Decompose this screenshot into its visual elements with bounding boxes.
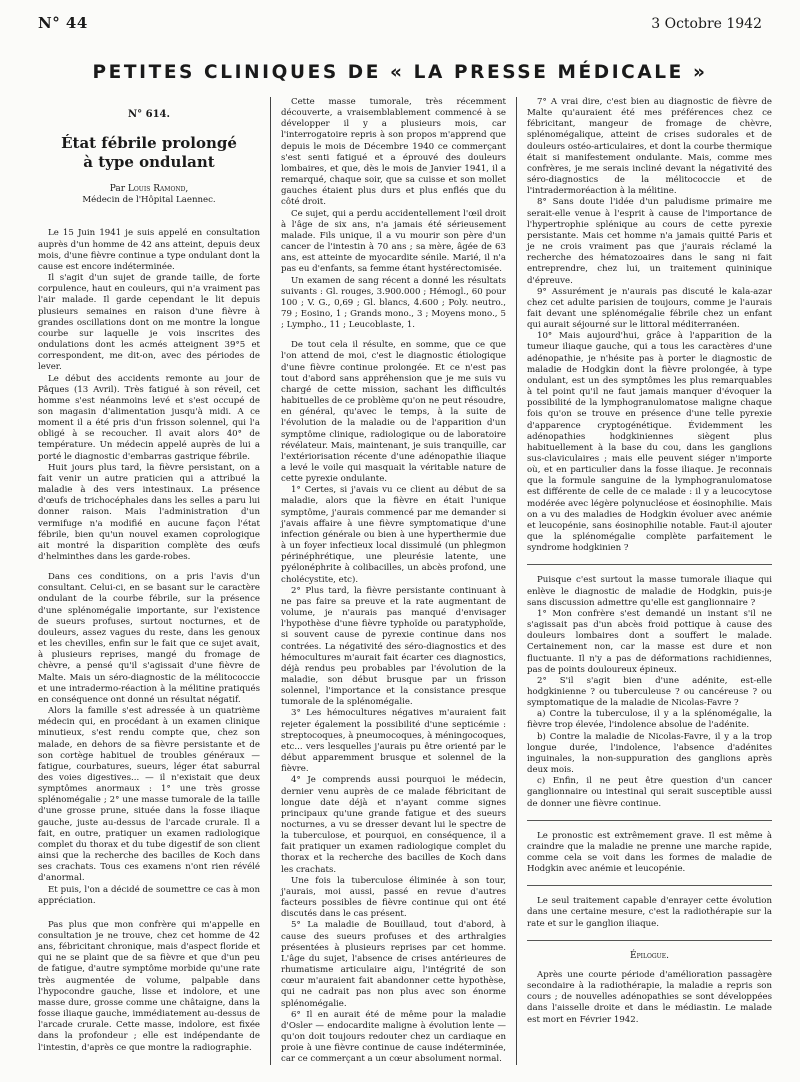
paragraph: Ce sujet, qui a perdu accidentellement l'œil droit à l'âge de six ans, n'a jamais été sérieusement malade. Fils unique, il a vu mourir son père d'un cancer de l'intestin à 70 ans ; sa mère, âgée de 63 ans, est atteinte de myocardite sénile. Marié, il n'a pas eu d'enfants, sa femme étant hystérectomisée.	[281, 208, 506, 275]
section-divider	[527, 885, 772, 886]
prognosis-paragraph: Le pronostic est extrêmement grave. Il est même à craindre que la maladie ne prenne une marche rapide, comme cela se voit dans les formes de maladie de Hodgkin avec anémie et leucopénie.	[527, 830, 772, 875]
treatment-paragraph: Le seul traitement capable d'enrayer cette évolution dans une certaine mesure, c'est la radiothérapie sur la rate et sur le ganglion iliaque.	[527, 896, 772, 929]
byline	[38, 184, 260, 195]
section-divider	[527, 940, 772, 941]
article-title-line-2: à type ondulant	[83, 153, 215, 172]
column-1	[38, 97, 271, 1065]
paragraph: 1° Certes, si j'avais vu ce client au début de sa maladie, alors que la fièvre en était l'unique symptôme, j'aurais commencé par me demander si j'avais affaire à une fièvre symptomatique d'une infection générale ou bien à une hyperthermie due à un foyer infectieux local dissimulé (un phlegmon périnéphrétique, une pleurésie latente, une pyélonéphrite à colibacilles, un abcès profond, une cholécystite, etc).	[281, 485, 506, 585]
epilogue-paragraph: Après une courte période d'amélioration passagère secondaire à la radiothérapie, la maladie a repris son cours ; de nouvelles adénopathies se sont développées dans l'aisselle droite et dans le médiastin. Le malade est mort en Février 1942.	[527, 969, 772, 1025]
paragraph: a) Contre la tuberculose, il y a la splénomégalie, la fièvre trop élevée, l'indolence absolue de l'adénite.	[527, 709, 772, 731]
paragraph: Dans ces conditions, on a pris l'avis d'un consultant. Celui-ci, en se basant sur le caractère ondulant de la courbe fébrile, sur la présence d'une splénomégalie importante, sur l'existence de sueurs profuses, surtout nocturnes, et de douleurs, assez vagues du reste, dans les genoux et les chevilles, enfin sur le fait que ce sujet avait, à plusieurs reprises, mangé du fromage de chèvre, a pensé qu'il s'agissait d'une fièvre de Malte. Mais un séro-diagnostic de la mélitococcie et une intradermo-réaction à la mélitine pratiqués en conséquence ont donné un résultat négatif.	[38, 572, 260, 705]
byline-prefix: Par	[109, 184, 126, 195]
paragraph: 3° Les hémocultures négatives m'auraient fait rejeter également la possibilité d'une septicémie : streptocoques, à pneumocoques, à méningocoques, etc... vers lesquelles j'aurais pu être orienté par le début apparemment brusque et solennel de la fièvre.	[281, 708, 506, 775]
author-name: Louis Ramond,	[127, 184, 189, 195]
paragraph: Il s'agit d'un sujet de grande taille, de forte corpulence, haut en couleurs, qui n'a vraiment pas l'air malade. Il garde cependant le lit depuis plusieurs semaines en raison d'une fièvre à grandes oscillations dont on me montre la longue courbe sur laquelle je vois inscrites des ondulations dont les acmés atteignent 39°5 et correspondent, me dit-on, avec des périodes de lever.	[38, 273, 260, 373]
paragraph: Un examen de sang récent a donné les résultats suivants : Gl. rouges, 3.900.000 ; Hémogl., 60 pour 100 ; V. G., 0,69 ; Gl. blancs, 4.600 ; Poly. neutro., 79 ; Eosino, 1 ; Grands mono., 3 ; Moyens mono., 5 ; Lympho., 11 ; Leucoblaste, 1.	[281, 275, 506, 331]
paragraph: Alors la famille s'est adressée à un quatrième médecin qui, en procédant à un examen clinique minutieux, s'est rendu compte que, chez son malade, en dehors de sa fièvre persistante et de son cortège habituel de troubles généraux — fatigue, courbatures, sueurs, léger état saburral des voies digestives... — il n'existait que deux symptômes anormaux : 1° une très grosse splénomégalie ; 2° une masse tumorale de la taille d'une grosse prune, située dans la fosse iliaque gauche, juste au-dessus de l'arcade crurale. Il a fait, en outre, pratiquer un examen radiologique complet du thorax et du tube digestif de son client ainsi que la recherche des bacilles de Koch dans ses crachats. Tous ces examens n'ont rien révélé d'anormal.	[38, 706, 260, 884]
section-banner: PETITES CLINIQUES DE « LA PRESSE MÉDICALE »	[92, 62, 708, 83]
article-title	[38, 134, 260, 172]
paragraph: 10° Mais aujourd'hui, grâce à l'apparition de la tumeur iliaque gauche, qui a tous les caractères d'une adénopathie, je n'hésite pas à porter le diagnostic de maladie de Hodgkin dont la fièvre prolongée, à type ondulant, est un des symptômes les plus remarquables à tel point qu'il ne faut jamais manquer d'évoquer la possibilité de la lymphogranulomatose maligne chaque fois qu'on se trouve en présence d'une telle pyrexie d'apparence cryptogénétique. Évidemment les adénopathies hodgkiniennes siègent plus habituellement à la base du cou, dans les ganglions sus-claviculaires ; mais elle peuvent siéger n'importe où, et en particulier dans la fosse iliaque. Je reconnais que la formule sanguine de la lymphogranulomatose est différente de celle de ce malade : il y a leucocytose modérée avec légère polynucléose et éosinophilie. Mais on a vu des maladies de Hodgkin évoluer avec anémie et leucopénie, sans éosinophilie notable. Faut-il ajouter que la splénomégalie complète parfaitement le syndrome hodgkinien ?	[527, 331, 772, 554]
paragraph: 4° Je comprends aussi pourquoi le médecin, dernier venu auprès de ce malade fébricitant de longue date déjà et n'ayant comme signes principaux qu'une grande fatigue et des sueurs nocturnes, a vu se dresser devant lui le spectre de la tuberculose, et pourquoi, en conséquence, il a fait pratiquer un examen radiologique complet du thorax et la recherche des bacilles de Koch dans les crachats.	[281, 775, 506, 875]
issue-date: 3 Octobre 1942	[651, 16, 762, 32]
paragraph: 7° A vrai dire, c'est bien au diagnostic de fièvre de Malte qu'auraient été mes préférences chez ce fébricitant, mangeur de fromage de chèvre, splénomégalique, atteint de crises sudorales et de douleurs ostéo-articulaires, et dont la courbe thermique était si manifestement ondulante. Mais, comme mes confrères, je me serais incliné devant la négativité des séro-diagnostics de la mélitococcie et de l'intradermoréaction à la mélitine.	[527, 97, 772, 197]
paragraph: 8° Sans doute l'idée d'un paludisme primaire me serait-elle venue à l'esprit à cause de l'importance de l'hypertrophie splénique au cours de cette pyrexie persistante. Mais cet homme n'a jamais quitté Paris et je ne crois vraiment pas que j'aurais réclamé la recherche des hématozoaires dans le sang ni fait entreprendre, chez lui, un traitement quininique d'épreuve.	[527, 197, 772, 286]
paragraph: 2° Plus tard, la fièvre persistante continuant à ne pas faire sa preuve et la rate augmentant de volume, je n'aurais pas manqué d'envisager l'hypothèse d'une fièvre typhoïde ou paratyphoïde, si souvent cause de pyrexie continue dans nos contrées. La négativité des séro-diagnostics et des hémocultures m'aurait fait écarter ces diagnostics, déjà rendus peu probables par l'évolution de la maladie, son début brusque par un frisson solennel, l'importance et la consistance presque tumorale de la splénomégalie.	[281, 585, 506, 708]
case-number: N° 614.	[128, 109, 170, 120]
paragraph: 9° Assurément je n'aurais pas discuté le kala-azar chez cet adulte parisien de toujours, comme je l'aurais fait devant une splénomégalie fébrile chez un enfant qui aurait séjourné sur le littoral méditerranéen.	[527, 286, 772, 331]
paragraph: Et puis, l'on a décidé de soumettre ce cas à mon appréciation.	[38, 884, 260, 906]
section-divider	[527, 820, 772, 821]
paragraph: Une fois la tuberculose éliminée à son tour, j'aurais, moi aussi, passé en revue d'autres facteurs possibles de fièvre continue qui ont été discutés dans le cas présent.	[281, 875, 506, 920]
paragraph: Le début des accidents remonte au jour de Pâques (13 Avril). Très fatigué à son réveil, cet homme s'est néanmoins levé et s'est occupé de son magasin d'alimentation jusqu'à midi. A ce moment il a été pris d'un frisson solennel, qui l'a obligé à se recoucher. Il avait alors 40° de température. Un médecin appelé auprès de lui a porté le diagnostic d'embarras gastrique fébrile.	[38, 373, 260, 462]
column-2	[271, 97, 517, 1065]
paragraph: Huit jours plus tard, la fièvre persistant, on a fait venir un autre praticien qui a attribué la maladie à des vers intestinaux. La présence d'œufs de trichocéphales dans les selles a paru lui donner raison. Mais l'administration d'un vermifuge n'a modifié en aucune façon l'état fébrile, bien qu'un nouvel examen coprologique ait montré la disparition complète des œufs d'helminthes dans les garde-robes.	[38, 462, 260, 562]
issue-number: N° 44	[38, 14, 88, 32]
paragraph: Le 15 Juin 1941 je suis appelé en consultation auprès d'un homme de 42 ans atteint, depuis deux mois, d'une fièvre continue a type ondulant dont la cause est encore indéterminée.	[38, 228, 260, 272]
paragraph: Puisque c'est surtout la masse tumorale iliaque qui enlève le diagnostic de maladie de Hodgkin, puis-je sans discussion admettre qu'elle est ganglionnaire ?	[527, 575, 772, 608]
paragraph: 1° Mon confrère s'est demandé un instant s'il ne s'agissait pas d'un abcès froid pottique à cause des douleurs lombaires dont a souffert le malade. Certainement non, car la masse est dure et non fluctuante. Il n'y a pas de déformations rachidiennes, pas de points douloureux épineux.	[527, 608, 772, 675]
paragraph: b) Contre la maladie de Nicolas-Favre, il y a la trop longue durée, l'indolence, l'absence d'adénites inguinales, la non-suppuration des ganglions après deux mois.	[527, 731, 772, 776]
page-header	[38, 14, 762, 40]
paragraph: 5° La maladie de Bouillaud, tout d'abord, à cause des sueurs profuses et des arthralgies présentées à plusieurs reprises par cet homme. L'âge du sujet, l'absence de crises antérieures de rhumatisme articulaire aigu, l'intégrité de son cœur m'auraient fait abandonner cette hypothèse, qui ne cadrait pas non plus avec son énorme splénomégalie.	[281, 920, 506, 1009]
paragraph: c) Enfin, il ne peut être question d'un cancer ganglionnaire ou intestinal qui serait susceptible aussi de donner une fièvre continue.	[527, 776, 772, 809]
article-columns	[38, 97, 772, 1065]
paragraph: 6° Il en aurait été de même pour la maladie d'Osler — endocardite maligne à évolution lente — qu'on doit toujours redouter chez un cardiaque en proie à une fièvre continue de cause indéterminée, car ce commerçant a un cœur absolument normal.	[281, 1009, 506, 1065]
paragraph: 2° S'il s'agit bien d'une adénite, est-elle hodgkinienne ? ou tuberculeuse ? ou cancéreuse ? ou symptomatique de la maladie de Nicolas-Favre ?	[527, 675, 772, 709]
epilogue-heading: Épilogue.	[630, 950, 669, 961]
paragraph: Pas plus que mon confrère qui m'appelle en consultation je ne trouve, chez cet homme de 42 ans, fébricitant chronique, mais d'aspect floride et qui ne se plaint que de sa fièvre et que d'un peu de fatigue, d'autre symptôme morbide qu'une rate très augmentée de volume, palpable dans l'hypocondre gauche, lisse et indolore, et une masse dure, grosse comme une châtaigne, dans la fosse iliaque gauche, immédiatement au-dessus de l'arcade crurale. Cette masse, indolore, est fixée dans la profondeur ; elle est indépendante de l'intestin, d'après ce que montre la radiographie.	[38, 919, 260, 1053]
column-3	[517, 97, 772, 1065]
section-divider	[527, 564, 772, 565]
article-title-line-1: État fébrile prolongé	[61, 134, 237, 153]
author-affiliation: Médecin de l'Hôpital Laennec.	[82, 195, 216, 206]
paragraph: De tout cela il résulte, en somme, que ce que l'on attend de moi, c'est le diagnostic étiologique d'une fièvre continue prolongée. Et ce n'est pas tout d'abord sans appréhension que je me suis vu chargé de cette mission, sachant les difficultés habituelles de ce problème qu'on ne peut résoudre, en général, qu'avec le temps, à la suite de l'évolution de la maladie ou de l'apparition d'un symptôme clinique, radiologique ou de laboratoire révélateur. Mais, maintenant, je suis tranquille, car l'extériorisation récente d'une adénopathie iliaque a levé le voile qui masquait la véritable nature de cette pyrexie ondulante.	[281, 340, 506, 485]
paragraph: Cette masse tumorale, très récemment découverte, a vraisemblablement commencé à se développer il y a plusieurs mois, car l'interrogatoire repris à son propos m'apprend que depuis le mois de Décembre 1940 ce commerçant s'est senti fatigué et a éprouvé des douleurs lombaires, et que, dès le mois de Janvier 1941, il a remarqué, chaque soir, que sa cuisse et son mollet gauches étaient plus durs et plus enflés que du côté droit.	[281, 97, 506, 208]
